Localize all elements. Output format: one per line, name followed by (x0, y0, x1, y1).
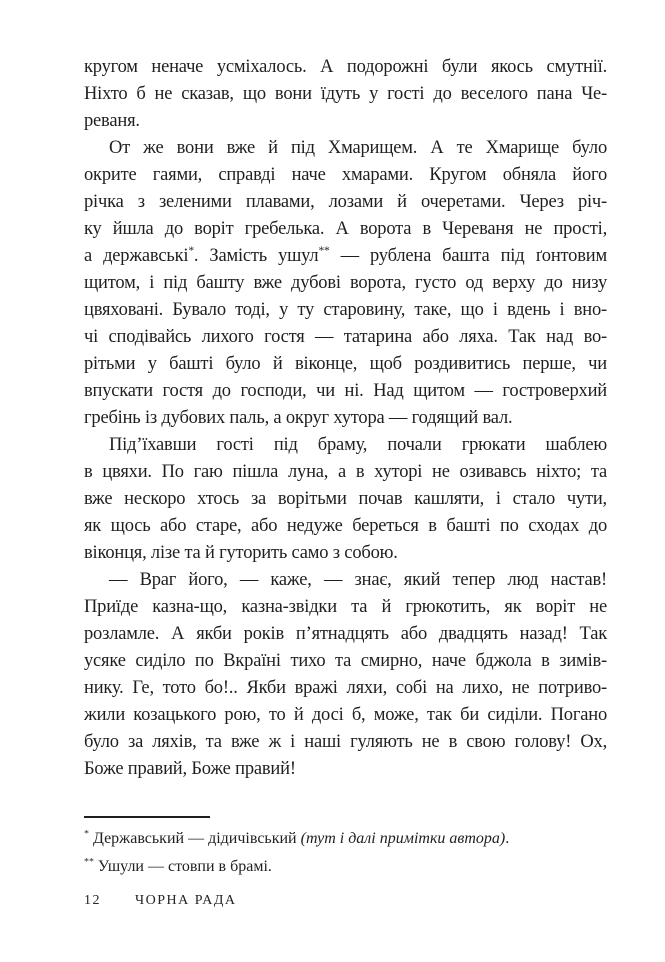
text-line: цвяховані. Бувало тоді, у ту старовину, таке, що і вдень і вно- (84, 300, 607, 320)
text-line: розламле. А якби років п’ятнадцять або двадцять назад! Так (84, 624, 607, 644)
text-line: віконця, лізе та й гуторить само з собою. (84, 543, 398, 563)
text-line: а державські*. Замість ушул** — рублена башта під ґонтовим (84, 244, 607, 266)
footnote-text: . (505, 830, 510, 847)
footnote-text: Державський — дідичівський (92, 830, 301, 847)
text-line: річка з зеленими плавами, лозами й очеретами. Через річ- (84, 192, 607, 212)
paragraph (84, 54, 607, 135)
footnote-text-italic: (тут і далі примітки автора) (300, 830, 506, 847)
footnote (84, 853, 607, 881)
paragraph (84, 567, 607, 783)
footnote-text: Ушули — стовпи в брамі. (97, 858, 272, 875)
footnote-marker: * (84, 828, 89, 840)
text-line: щитом, і під башту вже дубові ворота, густо од верху до низу (84, 273, 607, 293)
text-line: рітьми у башті було й віконце, щоб роздивитись перше, чи (84, 354, 607, 374)
text-line: нику. Ге, тото бо!.. Якби вражі ляхи, собі на лихо, не потриво- (84, 678, 607, 698)
text-line: Під’їхавши гості під браму, почали грюкати шаблею (109, 435, 607, 455)
footnote-reference: * (188, 244, 194, 257)
text-line: Боже правий, Боже правий! (84, 759, 296, 779)
text-line: чі сподівайсь лихого гостя — татарина або ляха. Так над во- (84, 327, 607, 347)
text-line: усяке сиділо по Вкраїні тихо та смирно, наче бджола в зимів- (84, 651, 607, 671)
text-line: ку йшла до воріт гребелька. А ворота в Череваня не прості, (84, 219, 607, 239)
text-line: було за ляхів, та вже ж і наші гуляють не в свою голову! Ох, (84, 732, 607, 752)
paragraph (84, 135, 607, 432)
text-line: гребінь із дубових паль, а округ хутора — годящий вал. (84, 408, 513, 428)
running-title: ЧОРНА РАДА (135, 893, 237, 908)
text-line: жили козацького рою, то й досі б, може, так би сиділи. Погано (84, 705, 607, 725)
text-line: реваня. (84, 111, 140, 131)
text-line: в цвяхи. По гаю пішла луна, а в хуторі не озивавсь ніхто; та (84, 462, 607, 482)
footnotes (84, 825, 607, 881)
footnote-separator (84, 816, 210, 818)
page-number: 12 (84, 893, 101, 908)
text-line: — Враг його, — каже, — знає, який тепер люд настав! (109, 570, 607, 590)
text-line: Ніхто б не сказав, що вони їдуть у гості до веселого пана Че- (84, 84, 607, 104)
footnote-reference: ** (318, 244, 330, 257)
text-line: окрите гаями, справді наче хмарами. Кругом обняла його (84, 165, 607, 185)
page-footer (84, 893, 236, 909)
text-line: Приїде казна-що, казна-звідки та й грюкотить, як воріт не (84, 597, 607, 617)
body-text (84, 54, 607, 783)
text-line: як щось або старе, або недуже береться в башті по сходах до (84, 516, 607, 536)
paragraph (84, 432, 607, 567)
footnote (84, 825, 607, 853)
footnote-marker: ** (84, 856, 94, 868)
text-line: вже нескоро хтось за ворітьми почав кашляти, і стало чути, (84, 489, 607, 509)
text-line: кругом неначе усміхалось. А подорожні були якось смутнії. (84, 57, 607, 77)
text-line: От же вони вже й під Хмарищем. А те Хмарище було (109, 138, 607, 158)
text-line: впускати гостя до господи, чи ні. Над щитом — гостроверхий (84, 381, 607, 401)
